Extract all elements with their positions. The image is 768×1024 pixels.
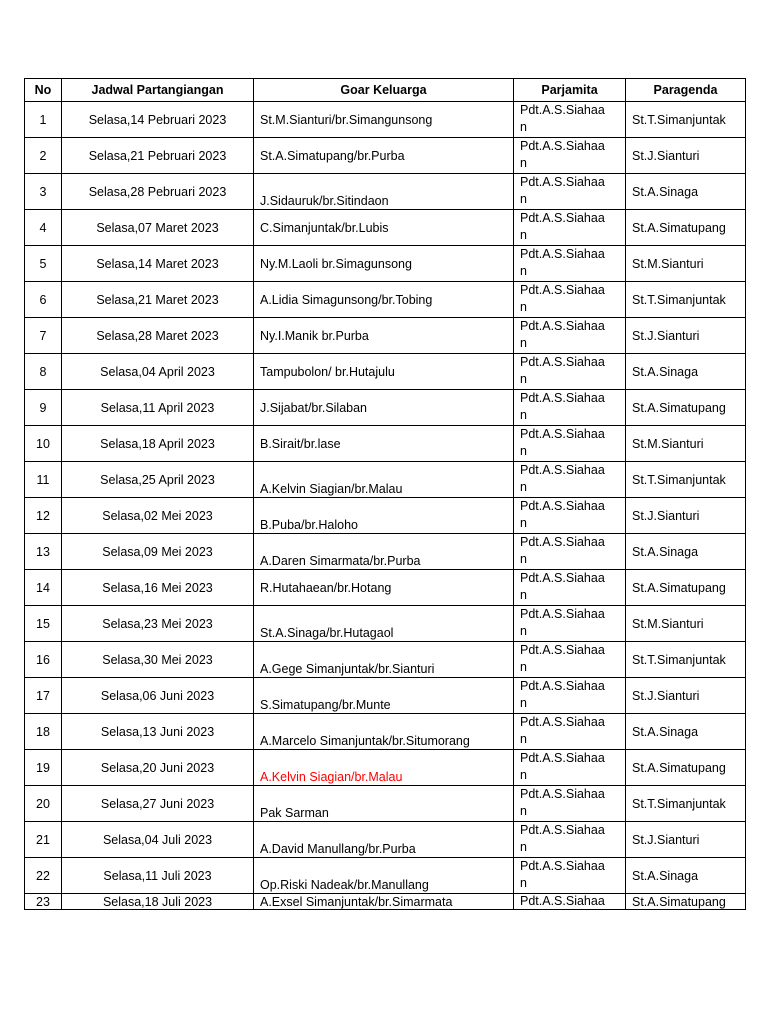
table-row	[25, 498, 746, 534]
row-number: 3	[25, 174, 62, 210]
row-preacher	[514, 246, 626, 282]
row-family: A.Marcelo Simanjuntak/br.Situmorang	[254, 714, 514, 750]
row-preacher	[514, 498, 626, 534]
row-number: 13	[25, 534, 62, 570]
table-row	[25, 678, 746, 714]
row-preacher	[514, 534, 626, 570]
row-date: Selasa,06 Juni 2023	[62, 678, 254, 714]
row-date: Selasa,30 Mei 2023	[62, 642, 254, 678]
row-family: St.A.Sinaga/br.Hutagaol	[254, 606, 514, 642]
row-preacher-text: Pdt.A.S.Siahaan	[520, 787, 605, 818]
row-preacher	[514, 678, 626, 714]
row-number: 17	[25, 678, 62, 714]
row-date: Selasa,09 Mei 2023	[62, 534, 254, 570]
row-preacher-text: Pdt.A.S.Siahaan	[520, 283, 605, 314]
row-preacher-text: Pdt.A.S.Siahaan	[520, 175, 605, 206]
row-date: Selasa,02 Mei 2023	[62, 498, 254, 534]
row-date: Selasa,28 Pebruari 2023	[62, 174, 254, 210]
row-number: 7	[25, 318, 62, 354]
row-agenda: St.J.Sianturi	[626, 138, 746, 174]
row-agenda: St.A.Sinaga	[626, 534, 746, 570]
row-preacher-text: Pdt.A.S.Siahaan	[520, 571, 605, 602]
table-row	[25, 102, 746, 138]
row-date: Selasa,18 April 2023	[62, 426, 254, 462]
header-date: Jadwal Partangiangan	[62, 79, 254, 102]
row-preacher	[514, 822, 626, 858]
row-date: Selasa,04 Juli 2023	[62, 822, 254, 858]
row-number: 20	[25, 786, 62, 822]
row-preacher	[514, 282, 626, 318]
row-preacher-text: Pdt.A.S.Siahaan	[520, 823, 605, 854]
row-family: A.Daren Simarmata/br.Purba	[254, 534, 514, 570]
row-preacher	[514, 210, 626, 246]
row-family: C.Simanjuntak/br.Lubis	[254, 210, 514, 246]
row-number: 10	[25, 426, 62, 462]
row-date: Selasa,04 April 2023	[62, 354, 254, 390]
row-preacher	[514, 138, 626, 174]
table-row	[25, 390, 746, 426]
row-number: 22	[25, 858, 62, 894]
row-agenda: St.A.Sinaga	[626, 354, 746, 390]
row-family: A.Lidia Simagunsong/br.Tobing	[254, 282, 514, 318]
row-agenda: St.J.Sianturi	[626, 498, 746, 534]
row-family: Ny.M.Laoli br.Simagunsong	[254, 246, 514, 282]
row-agenda: St.A.Sinaga	[626, 714, 746, 750]
row-number: 9	[25, 390, 62, 426]
table-row	[25, 210, 746, 246]
row-agenda: St.T.Simanjuntak	[626, 102, 746, 138]
row-preacher	[514, 426, 626, 462]
table-row	[25, 786, 746, 822]
row-family: Pak Sarman	[254, 786, 514, 822]
row-number: 4	[25, 210, 62, 246]
row-number: 21	[25, 822, 62, 858]
row-preacher-text: Pdt.A.S.Siahaan	[520, 391, 605, 422]
row-number: 11	[25, 462, 62, 498]
row-date: Selasa,25 April 2023	[62, 462, 254, 498]
row-number: 6	[25, 282, 62, 318]
row-number: 19	[25, 750, 62, 786]
row-date: Selasa,07 Maret 2023	[62, 210, 254, 246]
row-preacher-text: Pdt.A.S.Siahaa	[520, 894, 605, 908]
row-date: Selasa,11 Juli 2023	[62, 858, 254, 894]
row-agenda: St.J.Sianturi	[626, 318, 746, 354]
row-agenda: St.A.Simatupang	[626, 750, 746, 786]
row-preacher	[514, 462, 626, 498]
row-date: Selasa,13 Juni 2023	[62, 714, 254, 750]
row-preacher	[514, 714, 626, 750]
row-preacher-text: Pdt.A.S.Siahaan	[520, 139, 605, 170]
row-preacher-text: Pdt.A.S.Siahaan	[520, 859, 605, 890]
row-preacher-text: Pdt.A.S.Siahaan	[520, 463, 605, 494]
row-family: St.A.Simatupang/br.Purba	[254, 138, 514, 174]
row-family: A.Kelvin Siagian/br.Malau	[254, 750, 514, 786]
row-date: Selasa,21 Maret 2023	[62, 282, 254, 318]
header-no: No	[25, 79, 62, 102]
row-agenda: St.J.Sianturi	[626, 822, 746, 858]
row-date: Selasa,21 Pebruari 2023	[62, 138, 254, 174]
row-agenda: St.M.Sianturi	[626, 246, 746, 282]
row-family: B.Sirait/br.lase	[254, 426, 514, 462]
row-family: A.Kelvin Siagian/br.Malau	[254, 462, 514, 498]
row-number: 23	[25, 894, 62, 910]
row-agenda: St.A.Sinaga	[626, 174, 746, 210]
row-number: 1	[25, 102, 62, 138]
row-family: A.David Manullang/br.Purba	[254, 822, 514, 858]
table-row	[25, 462, 746, 498]
table-row	[25, 138, 746, 174]
row-number: 12	[25, 498, 62, 534]
row-preacher-text: Pdt.A.S.Siahaan	[520, 103, 605, 134]
header-agenda: Paragenda	[626, 79, 746, 102]
table-row	[25, 354, 746, 390]
row-date: Selasa,27 Juni 2023	[62, 786, 254, 822]
row-number: 14	[25, 570, 62, 606]
row-preacher	[514, 786, 626, 822]
row-agenda: St.A.Simatupang	[626, 210, 746, 246]
row-preacher	[514, 318, 626, 354]
row-date: Selasa,14 Pebruari 2023	[62, 102, 254, 138]
row-preacher-text: Pdt.A.S.Siahaan	[520, 607, 605, 638]
table-row	[25, 318, 746, 354]
row-preacher	[514, 750, 626, 786]
table-row	[25, 534, 746, 570]
row-agenda: St.T.Simanjuntak	[626, 642, 746, 678]
row-preacher	[514, 354, 626, 390]
table-row	[25, 570, 746, 606]
row-date: Selasa,28 Maret 2023	[62, 318, 254, 354]
row-family: A.Gege Simanjuntak/br.Sianturi	[254, 642, 514, 678]
row-agenda: St.A.Simatupang	[626, 894, 746, 910]
header-preacher: Parjamita	[514, 79, 626, 102]
row-agenda: St.J.Sianturi	[626, 678, 746, 714]
row-agenda: St.A.Sinaga	[626, 858, 746, 894]
row-family: A.Exsel Simanjuntak/br.Simarmata	[254, 894, 514, 910]
row-preacher-text: Pdt.A.S.Siahaan	[520, 499, 605, 530]
row-preacher-text: Pdt.A.S.Siahaan	[520, 247, 605, 278]
row-number: 18	[25, 714, 62, 750]
row-preacher-text: Pdt.A.S.Siahaan	[520, 679, 605, 710]
table-row	[25, 822, 746, 858]
row-number: 5	[25, 246, 62, 282]
row-agenda: St.T.Simanjuntak	[626, 462, 746, 498]
table-row	[25, 426, 746, 462]
header-family: Goar Keluarga	[254, 79, 514, 102]
row-family: Tampubolon/ br.Hutajulu	[254, 354, 514, 390]
row-agenda: St.T.Simanjuntak	[626, 282, 746, 318]
row-preacher	[514, 102, 626, 138]
row-date: Selasa,11 April 2023	[62, 390, 254, 426]
row-number: 8	[25, 354, 62, 390]
row-family: S.Simatupang/br.Munte	[254, 678, 514, 714]
row-preacher-text: Pdt.A.S.Siahaan	[520, 211, 605, 242]
row-family: St.M.Sianturi/br.Simangunsong	[254, 102, 514, 138]
schedule-table	[24, 78, 746, 910]
row-preacher	[514, 570, 626, 606]
row-family: Op.Riski Nadeak/br.Manullang	[254, 858, 514, 894]
row-number: 16	[25, 642, 62, 678]
table-row	[25, 606, 746, 642]
table-row	[25, 174, 746, 210]
row-date: Selasa,20 Juni 2023	[62, 750, 254, 786]
row-family: Ny.I.Manik br.Purba	[254, 318, 514, 354]
table-row	[25, 246, 746, 282]
table-row	[25, 894, 746, 910]
row-family: B.Puba/br.Haloho	[254, 498, 514, 534]
row-family: J.Sidauruk/br.Sitindaon	[254, 174, 514, 210]
row-family: R.Hutahaean/br.Hotang	[254, 570, 514, 606]
row-preacher-text: Pdt.A.S.Siahaan	[520, 751, 605, 782]
table-row	[25, 642, 746, 678]
row-agenda: St.T.Simanjuntak	[626, 786, 746, 822]
row-agenda: St.A.Simatupang	[626, 390, 746, 426]
row-preacher-text: Pdt.A.S.Siahaan	[520, 355, 605, 386]
row-date: Selasa,14 Maret 2023	[62, 246, 254, 282]
row-date: Selasa,23 Mei 2023	[62, 606, 254, 642]
table-row	[25, 714, 746, 750]
row-number: 2	[25, 138, 62, 174]
row-agenda: St.M.Sianturi	[626, 606, 746, 642]
header-row	[25, 79, 746, 102]
row-preacher	[514, 894, 626, 910]
row-preacher-text: Pdt.A.S.Siahaan	[520, 319, 605, 350]
row-preacher-text: Pdt.A.S.Siahaan	[520, 715, 605, 746]
table-row	[25, 282, 746, 318]
row-date: Selasa,18 Juli 2023	[62, 894, 254, 910]
row-agenda: St.M.Sianturi	[626, 426, 746, 462]
row-agenda: St.A.Simatupang	[626, 570, 746, 606]
row-number: 15	[25, 606, 62, 642]
row-preacher-text: Pdt.A.S.Siahaan	[520, 535, 605, 566]
row-preacher	[514, 642, 626, 678]
row-date: Selasa,16 Mei 2023	[62, 570, 254, 606]
row-preacher-text: Pdt.A.S.Siahaan	[520, 643, 605, 674]
row-preacher	[514, 858, 626, 894]
row-preacher	[514, 390, 626, 426]
row-family: J.Sijabat/br.Silaban	[254, 390, 514, 426]
row-preacher-text: Pdt.A.S.Siahaan	[520, 427, 605, 458]
table-row	[25, 750, 746, 786]
row-preacher	[514, 606, 626, 642]
row-preacher	[514, 174, 626, 210]
table-row	[25, 858, 746, 894]
document-page	[24, 78, 746, 910]
